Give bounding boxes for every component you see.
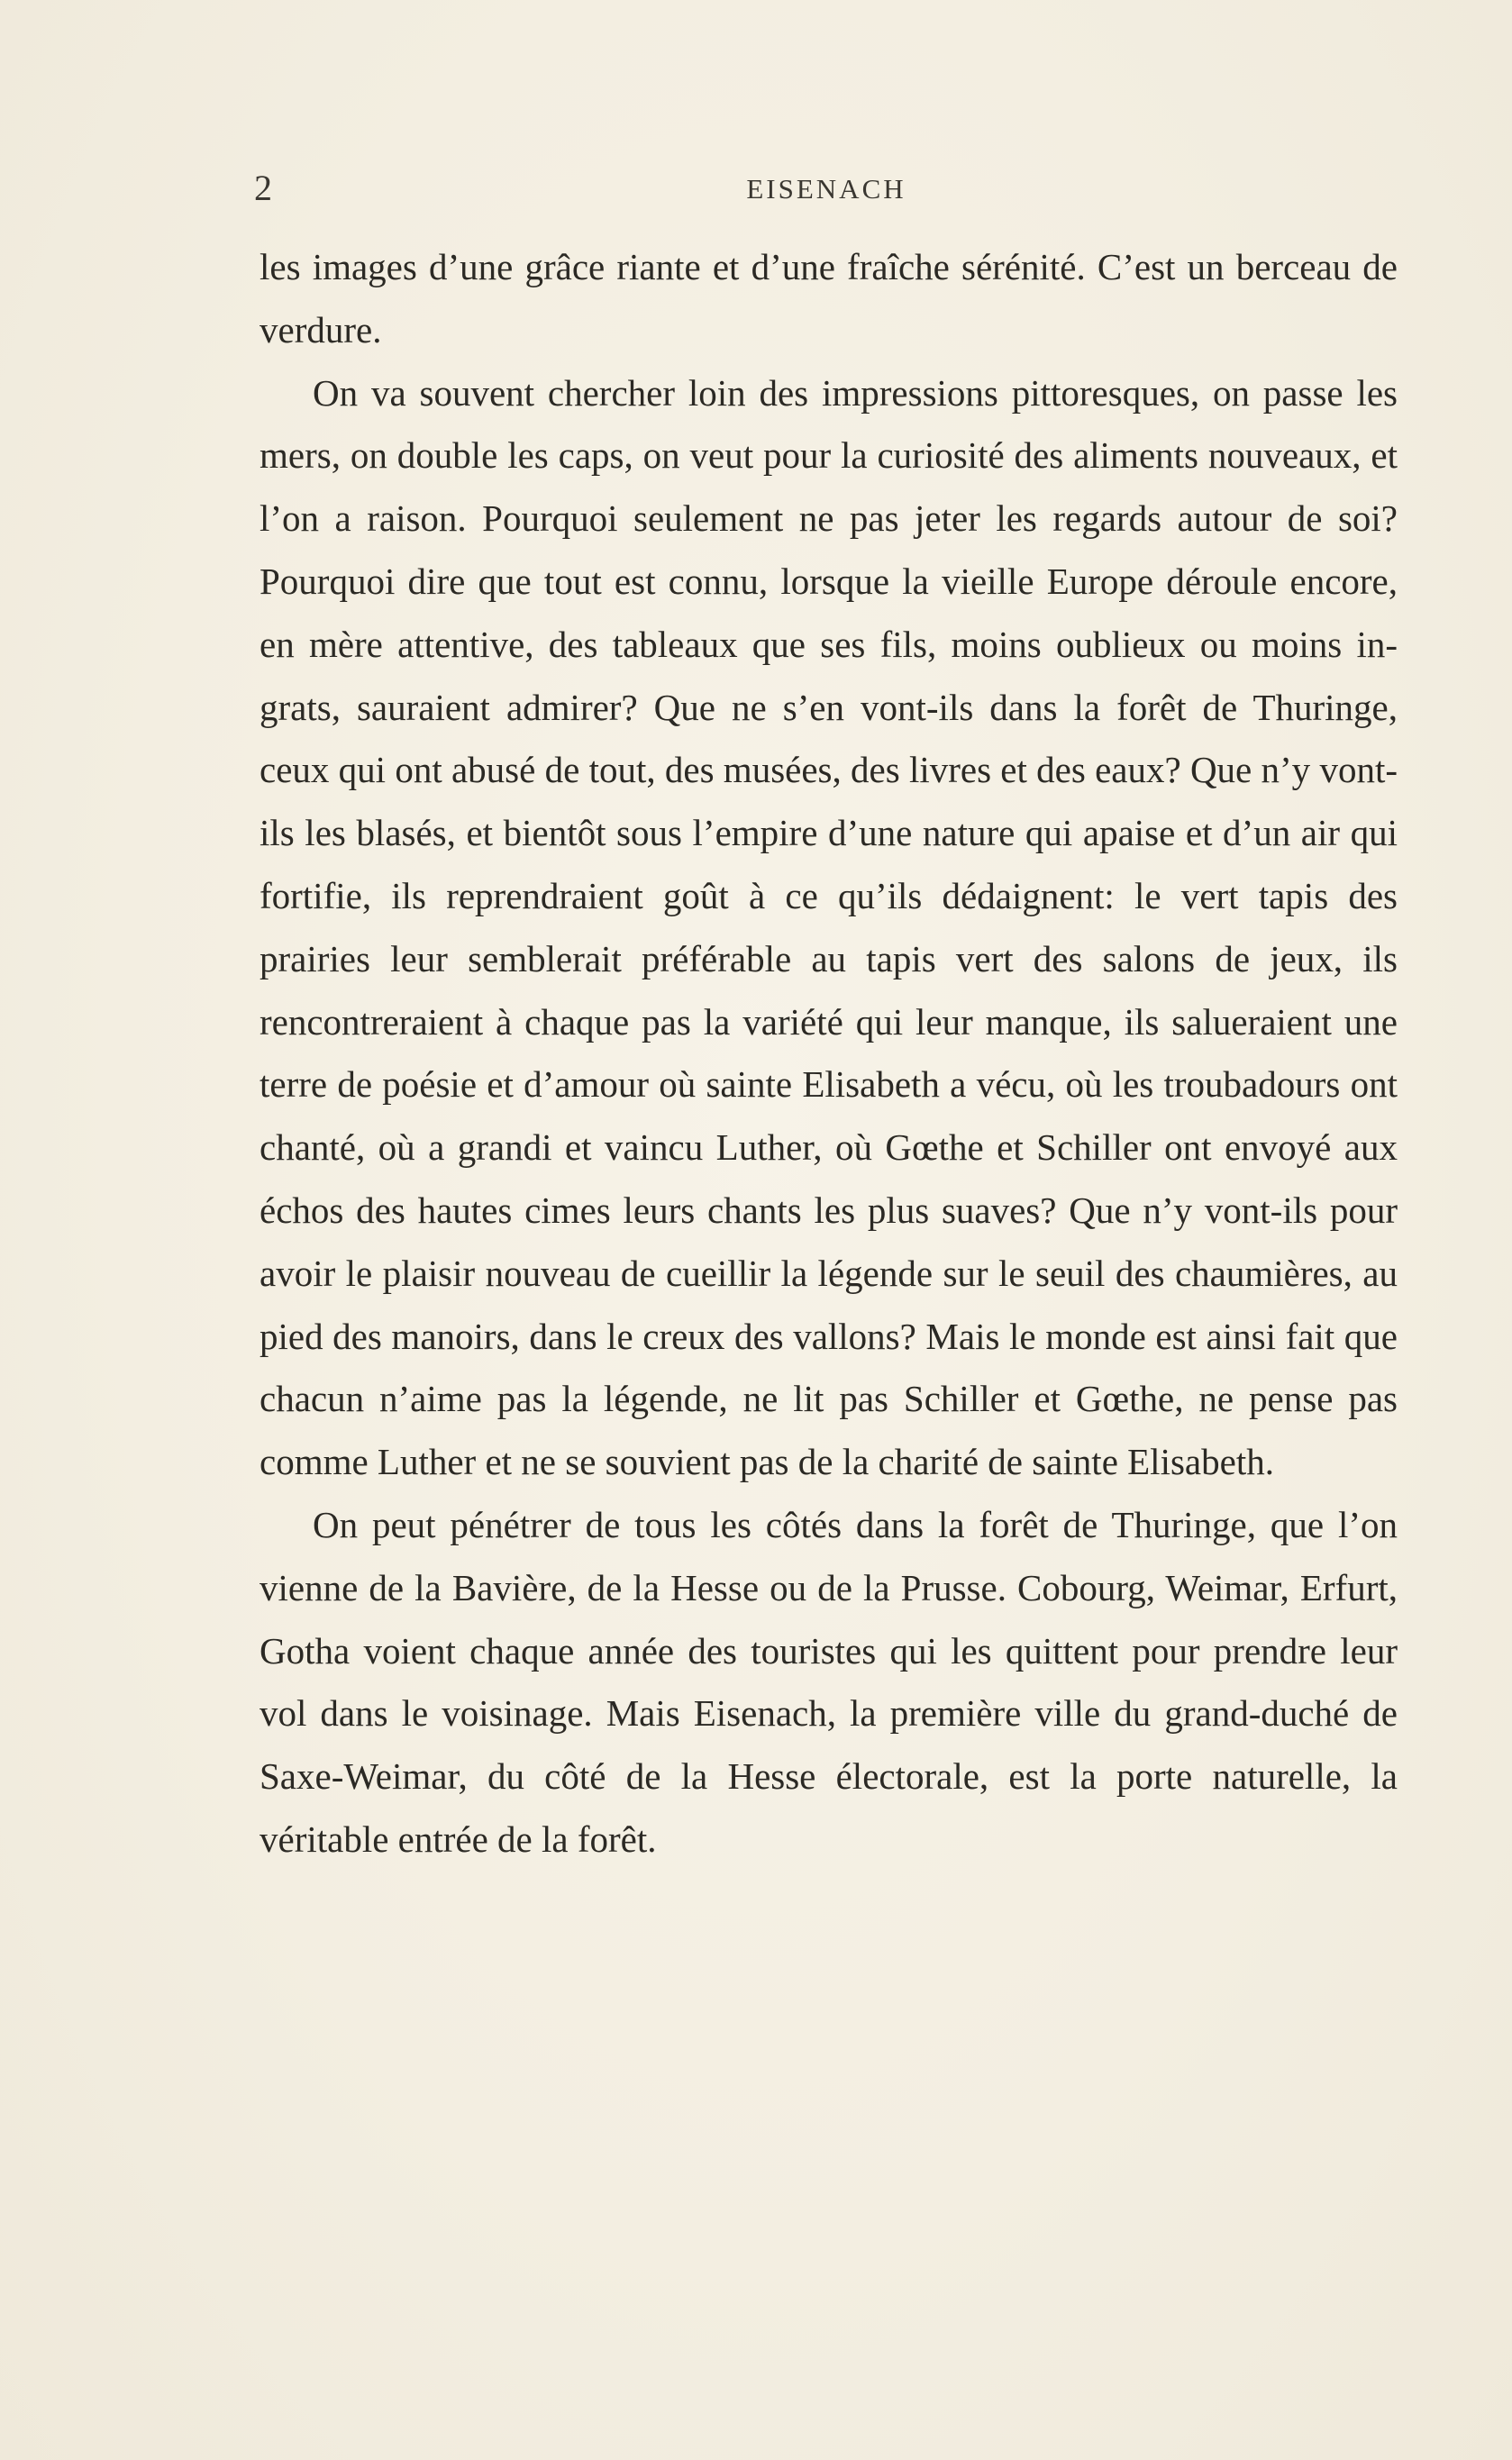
paragraph: On va souvent chercher loin des impressions pittoresques, on passe les mers, on double les caps, on veut pour la curiosité des aliments nouveaux, et l’on a raison. Pourquoi seulement ne pas jeter les regards autour de soi? Pourquoi dire que tout est connu, lorsque la vieille Europe déroule encore, en mère attentive, des tableaux que ses fils, moins oublieux ou moins ingrats, sauraient admirer? Que ne s’en vont-ils dans la forêt de Thuringe, ceux qui ont abusé de tout, des musées, des livres et des eaux? Que n’y vont-ils les blasés, et bientôt sous l’empire d’une nature qui apaise et d’un air qui fortifie, ils reprendraient goût à ce qu’ils dédaignent: le vert tapis des prairies leur semblerait préférable au tapis vert des salons de jeux, ils rencontreraient à chaque pas la variété qui leur manque, ils salueraient une terre de poésie et d’amour où sainte Elisabeth a vécu, où les troubadours ont chanté, où a grandi et vaincu Luther, où Gœthe et Schiller ont envoyé aux échos des hautes cimes leurs chants les plus suaves? Que n’y vont-ils pour avoir le plaisir nouveau de cueillir la légende sur le seuil des chaumières, au pied des manoirs, dans le creux des vallons? Mais le monde est ainsi fait que chacun n’aime pas la légende, ne lit pas Schiller et Gœthe, ne pense pas comme Luther et ne se souvient pas de la charité de sainte Elisabeth.	[260, 371, 1398, 1483]
running-title: EISENACH	[746, 173, 906, 205]
paragraph: On peut pénétrer de tous les côtés dans la forêt de Thuringe, que l’on vienne de la Bavière, de la Hesse ou de la Prusse. Cobourg, Weimar, Erfurt, Gotha voient chaque année des touristes qui les quittent pour prendre leur vol dans le voisinage. Mais Eisenach, la première ville du grand-duché de Saxe-Weimar, du côté de la Hesse électorale, est la porte naturelle, la véritable entrée de la forêt.	[260, 1503, 1398, 1860]
page-number: 2	[254, 168, 272, 208]
body-text	[260, 236, 1398, 1872]
running-head	[254, 166, 1398, 211]
paragraph-continuation: les images d’une grâce riante et d’une fraîche sérénité. C’est un berceau de verdure.	[260, 246, 1398, 351]
